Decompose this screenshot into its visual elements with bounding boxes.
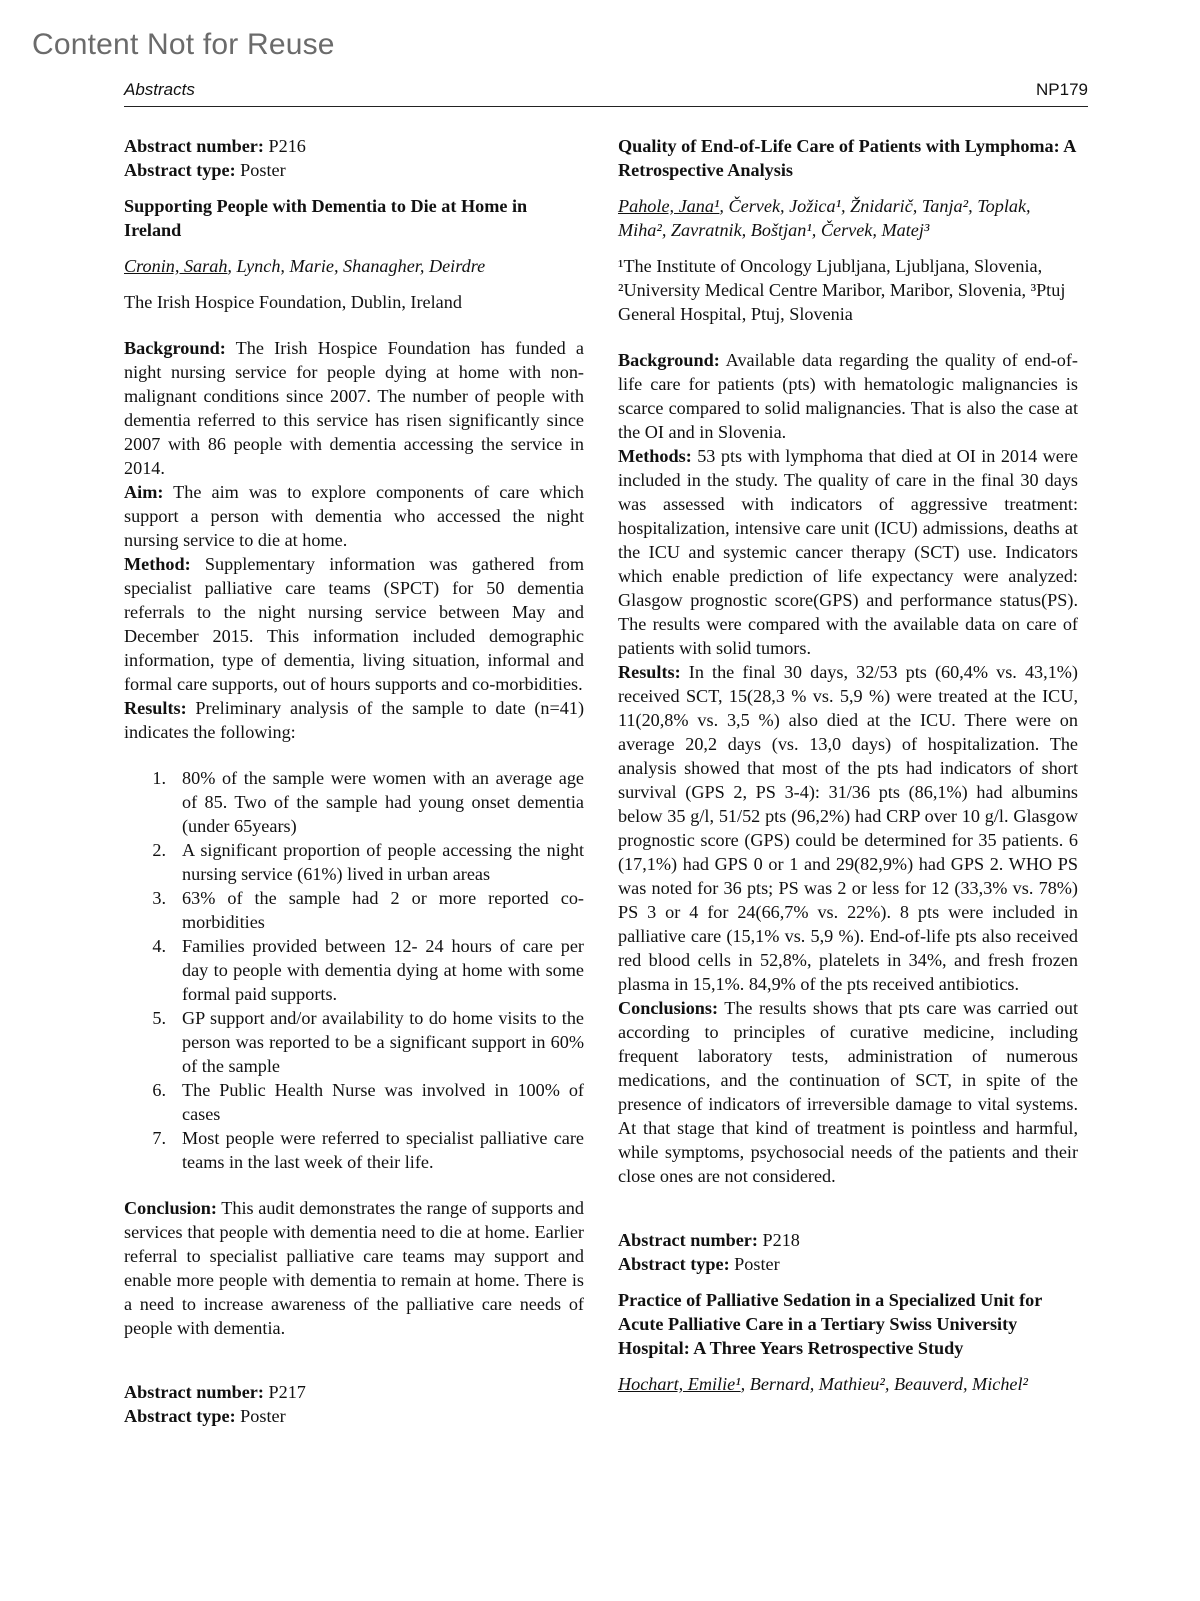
abstract-p217-meta: [124, 1380, 584, 1428]
list-text: The Public Health Nurse was involved in 100% of cases: [182, 1080, 584, 1124]
list-item: [124, 1006, 584, 1078]
list-number: 7.: [152, 1128, 166, 1148]
method-paragraph: [124, 552, 584, 696]
background-paragraph: [618, 348, 1078, 444]
list-item: [124, 886, 584, 934]
results-label: Results:: [618, 662, 681, 682]
abstract-type: [618, 1252, 1078, 1276]
results-text: Preliminary analysis of the sample to date (n=41) indicates the following:: [124, 698, 584, 742]
conclusion-text: This audit demonstrates the range of supports and services that people with dementia need to die at home. Earlier referral to specialist palliative care teams may support and enable more people with dementia to remain at home. There is a need to increase awareness of the palliative care needs of people with dementia.: [124, 1198, 584, 1338]
list-item: [124, 934, 584, 1006]
method-label: Method:: [124, 554, 191, 574]
results-paragraph: [618, 660, 1078, 996]
list-number: 2.: [152, 840, 166, 860]
abstract-p216: [124, 134, 584, 1340]
co-authors: , Bernard, Mathieu², Beauverd, Michel²: [740, 1374, 1028, 1394]
abstract-number-label: Abstract number:: [618, 1230, 758, 1250]
abstract-type-value: Poster: [235, 1406, 286, 1426]
list-text: GP support and/or availability to do home visits to the person was reported to be a significant support in 60% of the sample: [182, 1008, 584, 1076]
left-column: [124, 134, 584, 1428]
abstract-title: Quality of End-of-Life Care of Patients with Lymphoma: A Retrospective Analysis: [618, 136, 1076, 180]
aim-label: Aim:: [124, 482, 164, 502]
abstract-number-value: P217: [263, 1382, 306, 1402]
abstract-number-value: P218: [757, 1230, 800, 1250]
abstract-type: [124, 158, 584, 182]
results-label: Results:: [124, 698, 187, 718]
presenting-author: Pahole, Jana¹: [618, 196, 720, 216]
list-text: Most people were referred to specialist palliative care teams in the last week of their life.: [182, 1128, 584, 1172]
abstract-title: Practice of Palliative Sedation in a Specialized Unit for Acute Palliative Care in a Tertiary Swiss University Hospital: A Three Years Retrospective Study: [618, 1290, 1042, 1358]
list-item: [124, 1078, 584, 1126]
right-column: [618, 134, 1078, 1396]
running-head: [124, 80, 1088, 107]
aim-paragraph: [124, 480, 584, 552]
methods-paragraph: [618, 444, 1078, 660]
list-text: 80% of the sample were women with an average age of 85. Two of the sample had young onset dementia (under 65years): [182, 768, 584, 836]
results-paragraph: [124, 696, 584, 744]
author-list: [618, 194, 1078, 242]
presenting-author: Cronin, Sarah: [124, 256, 228, 276]
methods-label: Methods:: [618, 446, 692, 466]
abstract-number: [124, 134, 584, 158]
abstract-type-value: Poster: [729, 1254, 780, 1274]
author-list: [618, 1372, 1078, 1396]
list-number: 6.: [152, 1080, 166, 1100]
methods-text: 53 pts with lymphoma that died at OI in 2014 were included in the study. The quality of care in the final 30 days was assessed with indicators of aggressive treatment: hospitalization, intensive care unit (ICU) admissions, deaths at the ICU and systemic cancer therapy (SCT) use. Indicators which enable prediction of life expectancy were analyzed: Glasgow prognostic score(GPS) and performance status(PS). The results were compared with the available data on care of patients with solid tumors.: [618, 446, 1078, 658]
list-number: 4.: [152, 936, 166, 956]
conclusion-label: Conclusion:: [124, 1198, 217, 1218]
abstract-type-label: Abstract type:: [124, 1406, 236, 1426]
background-text: The Irish Hospice Foundation has funded a night nursing service for people dying at home with non-malignant conditions since 2007. The number of people with dementia referred to this service has risen significantly since 2007 with 86 people with dementia accessing the service in 2014.: [124, 338, 584, 478]
presenting-author: Hochart, Emilie¹: [618, 1374, 741, 1394]
conclusions-label: Conclusions:: [618, 998, 719, 1018]
background-label: Background:: [124, 338, 226, 358]
background-text: Available data regarding the quality of end-of-life care for patients (pts) with hematologic malignancies is scarce compared to solid malignancies. That is also the case at the OI and in Slovenia.: [618, 350, 1078, 442]
abstract-number: [124, 1380, 584, 1404]
affiliation: ¹The Institute of Oncology Ljubljana, Ljubljana, Slovenia, ²University Medical Centre Maribor, Maribor, Slovenia, ³Ptuj General Hospital, Ptuj, Slovenia: [618, 256, 1066, 324]
list-number: 5.: [152, 1008, 166, 1028]
conclusions-paragraph: [618, 996, 1078, 1188]
conclusion-paragraph: [124, 1196, 584, 1340]
results-text: In the final 30 days, 32/53 pts (60,4% vs. 43,1%) received SCT, 15(28,3 % vs. 5,9 %) were treated at the ICU, 11(20,8% vs. 3,5 %) also died at the ICU. There were on average 20,2 days (vs. 13,0 days) of hospitalization. The analysis showed that most of the pts had indicators of short survival (GPS 2, PS 3-4): 31/36 pts (86,1%) had albumins below 35 g/l, 51/52 pts (96,2%) had CRP over 10 g/l. Glasgow prognostic score (GPS) could be determined for 35 patients. 6 (17,1%) had GPS 0 or 1 and 29(82,9%) had GPS 2. WHO PS was noted for 36 pts; PS was 2 or less for 12 (33,3% vs. 78%) PS 3 or 4 for 24(66,7% vs. 22%). 8 pts were included in palliative care (15,1% vs. 5,9 %). End-of-life pts also received red blood cells in 52,8%, platelets in 34%, and fresh frozen plasma in 15,1%. 84,9% of the pts received antibiotics.: [618, 662, 1078, 994]
abstract-number: [618, 1228, 1078, 1252]
abstract-type-value: Poster: [235, 160, 286, 180]
abstract-type-label: Abstract type:: [124, 160, 236, 180]
co-authors: , Lynch, Marie, Shanagher, Deirdre: [227, 256, 486, 276]
page-number: NP179: [1036, 80, 1088, 99]
abstract-title: Supporting People with Dementia to Die at Home in Ireland: [124, 196, 528, 240]
abstract-p218: [618, 1228, 1078, 1396]
section-title: Abstracts: [124, 80, 195, 99]
list-number: 1.: [152, 768, 166, 788]
background-paragraph: [124, 336, 584, 480]
list-text: 63% of the sample had 2 or more reported co-morbidities: [182, 888, 584, 932]
list-text: A significant proportion of people accessing the night nursing service (61%) lived in urban areas: [182, 840, 584, 884]
list-number: 3.: [152, 888, 166, 908]
abstract-type-label: Abstract type:: [618, 1254, 730, 1274]
author-list: [124, 254, 584, 278]
list-item: [124, 1126, 584, 1174]
abstract-number-value: P216: [263, 136, 306, 156]
abstract-type: [124, 1404, 584, 1428]
list-item: [124, 838, 584, 886]
abstract-p217: [618, 134, 1078, 1188]
abstract-number-label: Abstract number:: [124, 136, 264, 156]
list-text: Families provided between 12- 24 hours of care per day to people with dementia dying at home with some formal paid supports.: [182, 936, 584, 1004]
method-text: Supplementary information was gathered from specialist palliative care teams (SPCT) for 50 dementia referrals to the night nursing service between May and December 2015. This information included demographic information, type of dementia, living situation, informal and formal care supports, out of hours supports and co-morbidities.: [124, 554, 584, 694]
background-label: Background:: [618, 350, 720, 370]
watermark: Content Not for Reuse: [32, 28, 335, 61]
abstract-number-label: Abstract number:: [124, 1382, 264, 1402]
conclusions-text: The results shows that pts care was carried out according to principles of curative medicine, including frequent laboratory tests, administration of numerous medications, and the continuation of SCT, in spite of the presence of indicators of irreversible damage to vital systems. At that stage that kind of treatment is pointless and harmful, while symptoms, psychosocial needs of the patients and their close ones are not considered.: [618, 998, 1078, 1186]
findings-list: [124, 766, 584, 1174]
list-item: [124, 766, 584, 838]
co-authors: , Červek, Jožica¹, Žnidarič, Tanja², Toplak, Miha², Zavratnik, Boštjan¹, Červek, Matej³: [618, 196, 1031, 240]
aim-text: The aim was to explore components of care which support a person with dementia who accessed the night nursing service to die at home.: [124, 482, 584, 550]
affiliation: The Irish Hospice Foundation, Dublin, Ireland: [124, 292, 462, 312]
